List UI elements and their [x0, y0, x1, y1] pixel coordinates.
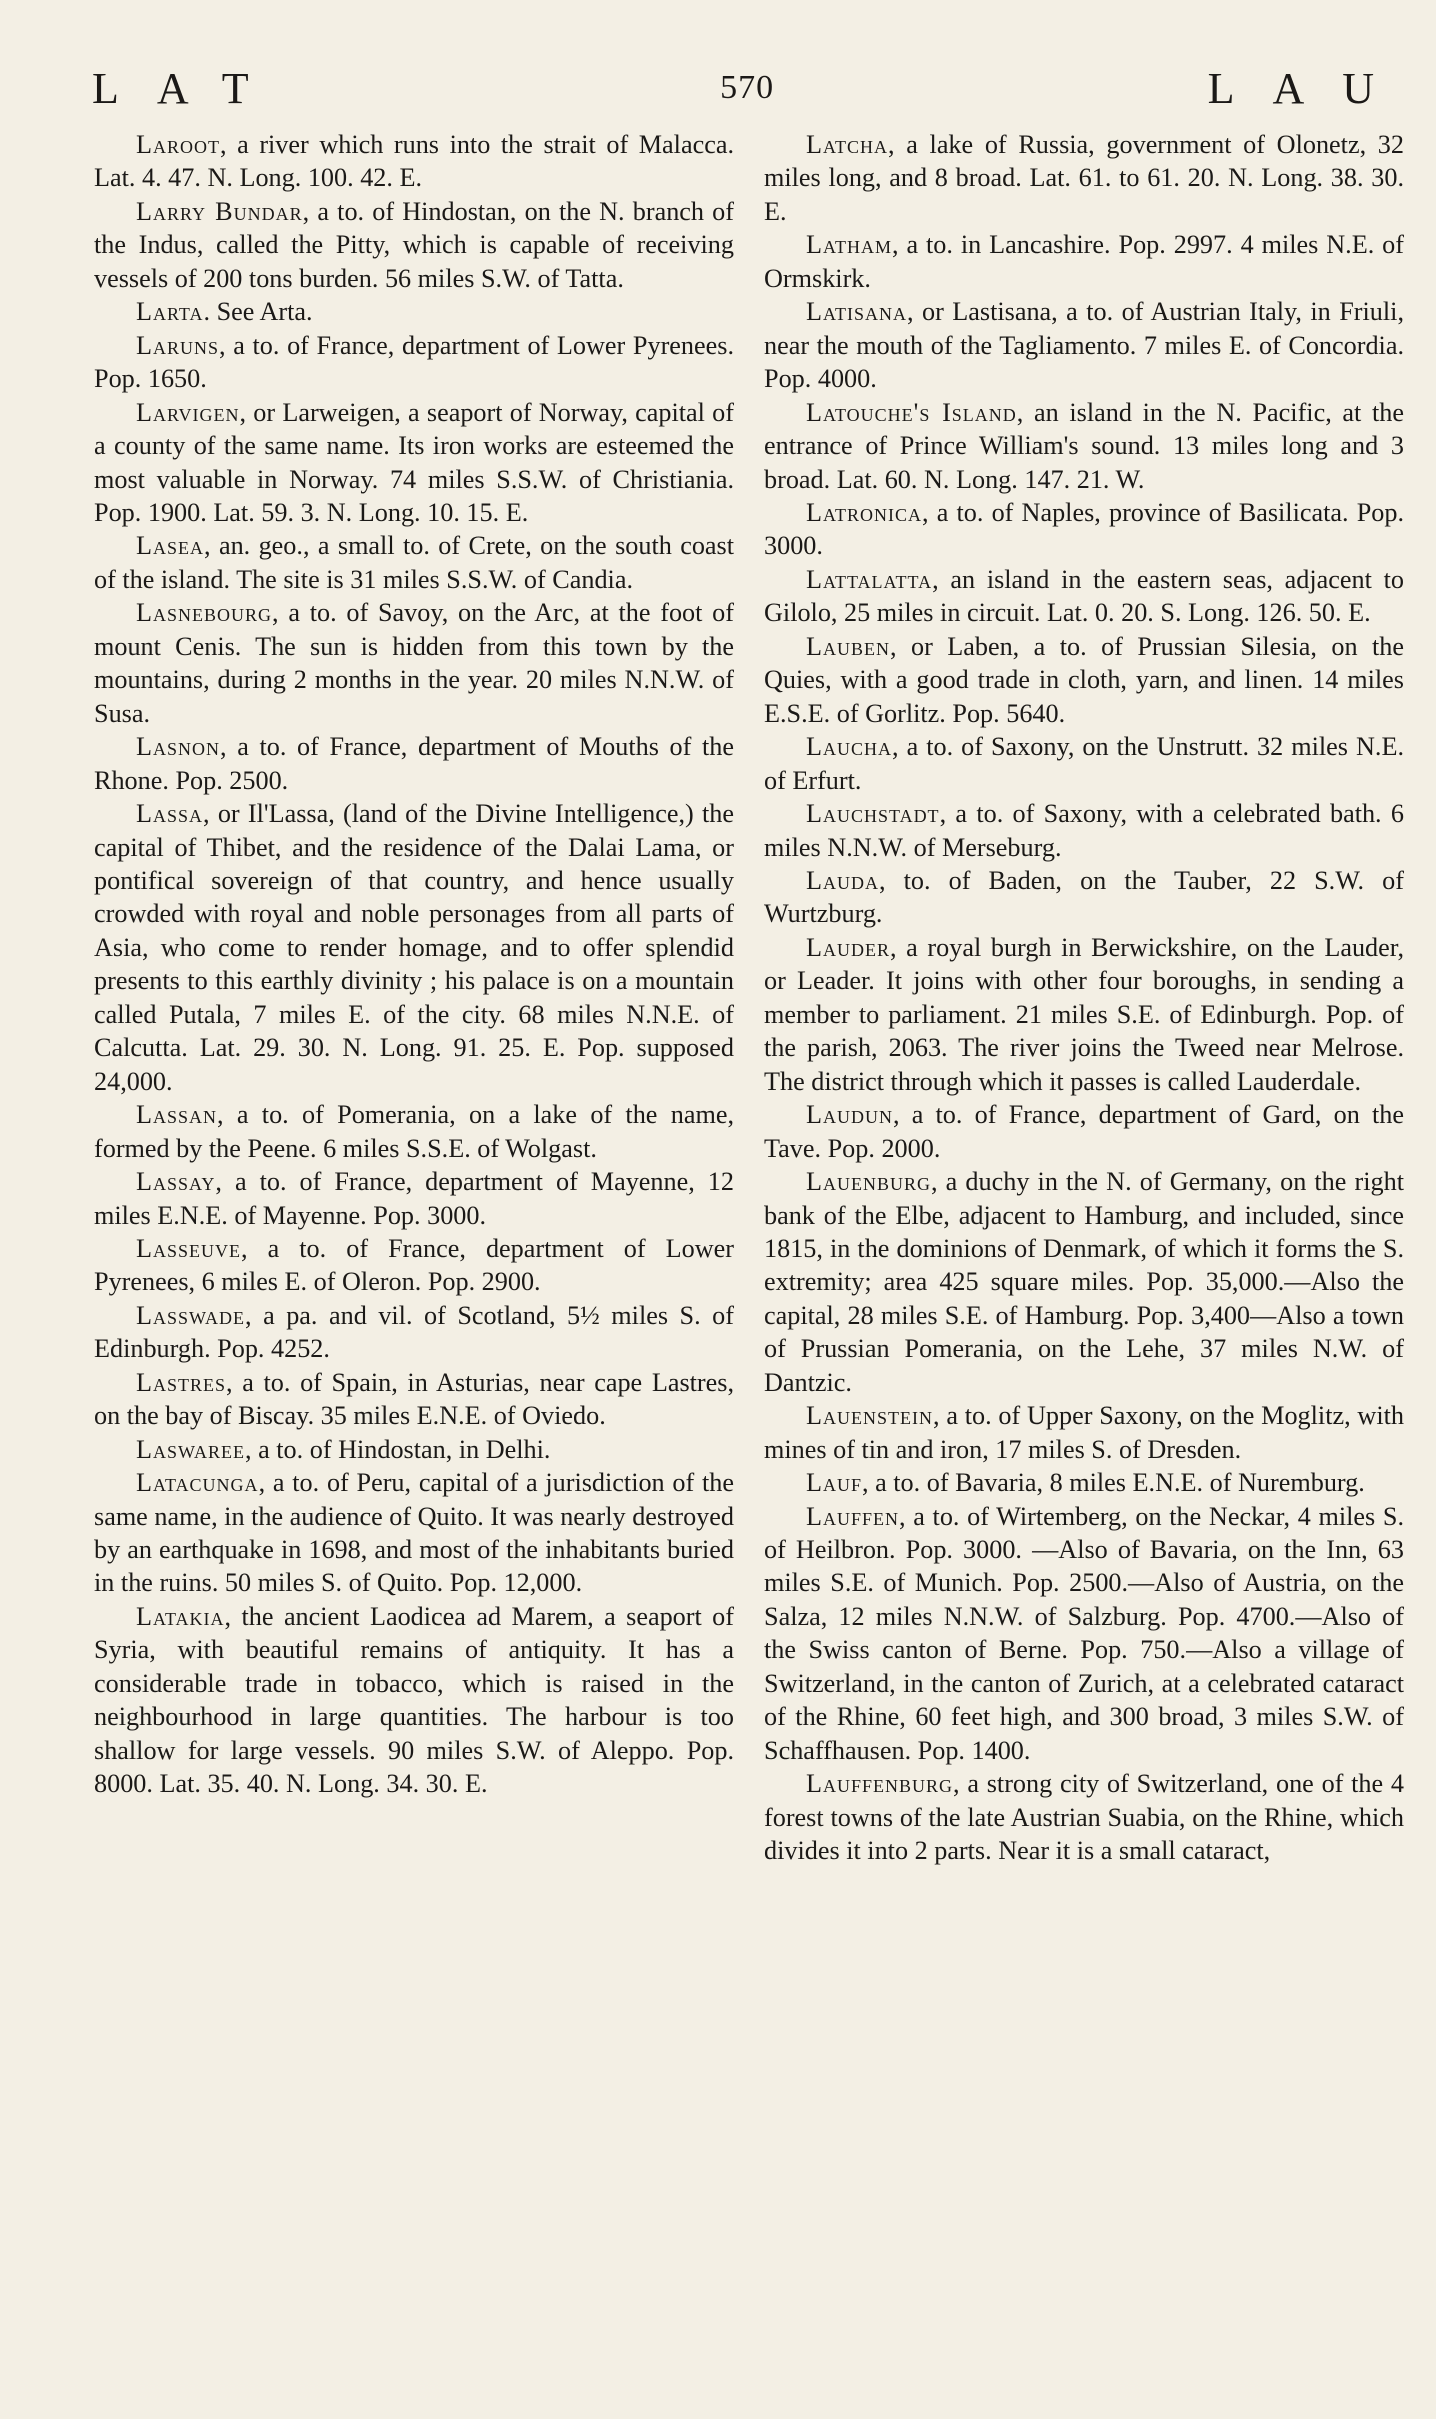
entry-text: , a to. of France, department of Lower Pyrenees, 6 miles E. of Oleron. Pop. 2900.: [94, 1233, 734, 1297]
entry-headword: Lassa: [136, 799, 204, 829]
left-column: [94, 128, 734, 1801]
entry-headword: Latcha: [806, 130, 888, 159]
gazetteer-entry: [94, 329, 734, 396]
entry-text: , a to. of Pomerania, on a lake of the name, formed by the Peene. 6 miles S.S.E. of Wolgast.: [94, 1100, 734, 1163]
entry-headword: Latham: [806, 230, 892, 260]
gazetteer-entry: [94, 1299, 734, 1366]
entry-headword: Lassay: [136, 1167, 216, 1197]
entry-headword: Latouche's Island: [806, 397, 1017, 427]
right-column: [764, 128, 1404, 1868]
entry-text: , a to. in Lancashire. Pop. 2997. 4 miles N.E. of Ormskirk.: [764, 230, 1404, 293]
gazetteer-entry: [94, 596, 734, 730]
page-header: [92, 62, 1412, 114]
entry-headword: Larta: [136, 297, 204, 327]
gazetteer-entry: [94, 797, 734, 1098]
gazetteer-entry: [764, 1098, 1404, 1165]
gazetteer-entry: [94, 1466, 734, 1600]
gazetteer-entry: [764, 630, 1404, 730]
entry-text: , a to. of Saxony, on the Unstrutt. 32 miles N.E. of Erfurt.: [764, 732, 1404, 795]
gazetteer-entry: [94, 195, 734, 295]
entry-text: , a duchy in the N. of Germany, on the right bank of the Elbe, adjacent to Hamburg, and included, since 1815, in the dominions of Denmark, of which it forms the S. extremity; area 425 square miles. Pop. 35,000.—Also the capital, 28 miles S.E. of Hamburg. Pop. 3,400—Also a town of Prussian Pomerania, on the Lehe, 37 miles N.W. of Dantzic.: [764, 1167, 1404, 1397]
page-number: 570: [720, 69, 775, 106]
gazetteer-entry: [764, 1466, 1404, 1499]
entry-headword: Lauffen: [806, 1501, 900, 1531]
entry-text: , a to. of Saxony, with a celebrated bath. 6 miles N.N.W. of Merseburg.: [764, 799, 1404, 862]
gazetteer-entry: [94, 529, 734, 596]
entry-headword: Lauchstadt: [806, 799, 940, 829]
entry-text: , a to. of Savoy, on the Arc, at the foot of mount Cenis. The sun is hidden from this town by the mountains, during 2 months in the year. 20 miles N.N.W. of Susa.: [94, 598, 734, 728]
entry-headword: Lauenstein: [806, 1401, 933, 1431]
entry-headword: Lauda: [806, 865, 879, 895]
gazetteer-entry: [94, 1098, 734, 1165]
entry-headword: Lauf: [806, 1468, 863, 1498]
entry-headword: Laudun: [806, 1100, 893, 1130]
gazetteer-entry: [764, 730, 1404, 797]
entry-text: , an. geo., a small to. of Crete, on the south coast of the island. The site is 31 miles S.S.W. of Candia.: [94, 531, 734, 594]
entry-text: , a to. of France, department of Lower Pyrenees. Pop. 1650.: [94, 330, 734, 394]
entry-text: , a to. of Hindostan, in Delhi.: [245, 1434, 551, 1464]
entry-text: , or Larweigen, a seaport of Norway, capital of a county of the same name. Its iron works are esteemed the most valuable in Norway. 74 miles S.S.W. of Christiania. Pop. 1900. Lat. 59. 3. N. Long. 10. 15. E.: [94, 397, 734, 527]
entry-text: , a pa. and vil. of Scotland, 5½ miles S. of Edinburgh. Pop. 4252.: [94, 1300, 734, 1364]
entry-text: , a to. of Upper Saxony, on the Moglitz, with mines of tin and iron, 17 miles S. of Dresden.: [764, 1401, 1404, 1464]
gazetteer-entry: [94, 730, 734, 797]
entry-text: , a to. of France, department of Mouths of the Rhone. Pop. 2500.: [94, 732, 734, 795]
entry-text: , an island in the N. Pacific, at the entrance of Prince William's sound. 13 miles long and 3 broad. Lat. 60. N. Long. 147. 21. W.: [764, 397, 1404, 494]
gazetteer-entry: [764, 228, 1404, 295]
header-right-word: LAU: [1207, 63, 1412, 113]
entry-text: , a lake of Russia, government of Olonetz, 32 miles long, and 8 broad. Lat. 61. to 61. 20. N. Long. 38. 30. E.: [764, 130, 1404, 226]
entry-headword: Lastres: [136, 1367, 227, 1397]
entry-headword: Larry Bundar: [136, 196, 303, 226]
entry-text: , a river which runs into the strait of Malacca. Lat. 4. 47. N. Long. 100. 42. E.: [94, 130, 734, 193]
entry-text: , a to. of Peru, capital of a jurisdiction of the same name, in the audience of Quito. It was nearly destroyed by an earthquake in 1698, and most of the inhabitants buried in the ruins. 50 miles S. of Quito. Pop. 12,000.: [94, 1468, 734, 1598]
gazetteer-entry: [94, 295, 734, 328]
gazetteer-entry: [764, 1500, 1404, 1768]
entry-headword: Larvigen: [136, 397, 240, 427]
gazetteer-entry: [94, 1232, 734, 1299]
gazetteer-entry: [764, 1399, 1404, 1466]
entry-headword: Lattalatta: [806, 564, 933, 594]
entry-headword: Latakia: [136, 1601, 225, 1631]
entry-text: , or Il'Lassa, (land of the Divine Intelligence,) the capital of Thibet, and the residence of the Dalai Lama, or pontifical sovereign of that country, and hence usually crowded with royal and noble personages from all parts of Asia, who come to render homage, and to offer splendid presents to this earthly divinity ; his palace is on a mountain called Putala, 7 miles E. of the city. 68 miles N.N.E. of Calcutta. Lat. 29. 30. N. Long. 91. 25. E. Pop. supposed 24,000.: [94, 799, 734, 1096]
entry-text: , a strong city of Switzerland, one of the 4 forest towns of the late Austrian Suabia, on the Rhine, which divides it into 2 parts. Near it is a small cataract,: [764, 1769, 1404, 1866]
entry-text: , a royal burgh in Berwickshire, on the Lauder, or Leader. It joins with other four boroughs, in sending a member to parliament. 21 miles S.E. of Edinburgh. Pop. of the parish, 2063. The river joins the Tweed near Melrose. The district through which it passes is called Lauderdale.: [764, 932, 1404, 1096]
gazetteer-entry: [94, 1165, 734, 1232]
entry-headword: Lauenburg: [806, 1167, 931, 1197]
entry-headword: Lasswade: [136, 1300, 246, 1330]
entry-text: , a to. of France, department of Mayenne, 12 miles E.N.E. of Mayenne. Pop. 3000.: [94, 1167, 734, 1230]
gazetteer-entry: [764, 128, 1404, 228]
gazetteer-entry: [764, 1165, 1404, 1399]
entry-headword: Lauben: [806, 631, 890, 661]
entry-headword: Laruns: [136, 330, 220, 360]
entry-headword: Latacunga: [136, 1468, 259, 1498]
entry-text: , a to. of Spain, in Asturias, near cape Lastres, on the bay of Biscay. 35 miles E.N.E. of Oviedo.: [94, 1367, 734, 1431]
entry-text: , a to. of Naples, province of Basilicata. Pop. 3000.: [764, 497, 1404, 561]
gazetteer-entry: [764, 1767, 1404, 1867]
entry-text: , an island in the eastern seas, adjacent to Gilolo, 25 miles in circuit. Lat. 0. 20. S. Long. 126. 50. E.: [764, 564, 1404, 628]
entry-headword: Latronica: [806, 497, 922, 527]
gazetteer-entry: [764, 396, 1404, 496]
entry-headword: Latisana: [806, 297, 907, 327]
header-left-word: LAT: [92, 63, 287, 113]
gazetteer-entry: [94, 1433, 734, 1466]
entry-text: . See Arta.: [203, 297, 313, 327]
gazetteer-entry: [94, 1600, 734, 1801]
gazetteer-entry: [764, 295, 1404, 395]
entry-text: , a to. of Wirtemberg, on the Neckar, 4 miles S. of Heilbron. Pop. 3000. —Also of Bavaria, on the Inn, 63 miles S.E. of Munich. Pop. 2500.—Also of Austria, on the Salza, 12 miles N.N.W. of Salzburg. Pop. 4700.—Also of the Swiss canton of Berne. Pop. 750.—Also a village of Switzerland, in the canton of Zurich, at a celebrated cataract of the Rhine, 60 feet high, and 300 broad, 3 miles S.W. of Schaffhausen. Pop. 1400.: [764, 1501, 1404, 1765]
entry-headword: Lasea: [136, 531, 205, 561]
gazetteer-entry: [94, 128, 734, 195]
entry-text: , a to. of France, department of Gard, on the Tave. Pop. 2000.: [764, 1100, 1404, 1163]
entry-headword: Laswaree: [136, 1434, 245, 1464]
entry-text: , to. of Baden, on the Tauber, 22 S.W. of Wurtzburg.: [764, 865, 1404, 929]
gazetteer-entry: [94, 396, 734, 530]
gazetteer-entry: [94, 1366, 734, 1433]
entry-headword: Laroot: [136, 130, 220, 159]
entry-headword: Lasnon: [136, 732, 221, 762]
entry-text: , or Laben, a to. of Prussian Silesia, on the Quies, with a good trade in cloth, yarn, and linen. 14 miles E.S.E. of Gorlitz. Pop. 5640.: [764, 631, 1404, 728]
gazetteer-entry: [764, 931, 1404, 1098]
entry-text: , a to. of Hindostan, on the N. branch of the Indus, called the Pitty, which is capable of receiving vessels of 200 tons burden. 56 miles S.W. of Tatta.: [94, 196, 734, 293]
gazetteer-entry: [764, 563, 1404, 630]
entry-text: , the ancient Laodicea ad Marem, a seaport of Syria, with beautiful remains of antiquity. It has a considerable trade in tobacco, which is raised in the neighbourhood in large quantities. The harbour is too shallow for large vessels. 90 miles S.W. of Aleppo. Pop. 8000. Lat. 35. 40. N. Long. 34. 30. E.: [94, 1601, 734, 1799]
entry-headword: Lasnebourg: [136, 598, 273, 628]
entry-headword: Lasseuve: [136, 1233, 242, 1263]
entry-text: , or Lastisana, a to. of Austrian Italy, in Friuli, near the mouth of the Tagliamento. 7 miles E. of Concordia. Pop. 4000.: [764, 297, 1404, 394]
entry-headword: Lauder: [806, 932, 890, 962]
gazetteer-entry: [764, 496, 1404, 563]
entry-headword: Laucha: [806, 732, 892, 762]
entry-text: , a to. of Bavaria, 8 miles E.N.E. of Nuremburg.: [862, 1468, 1365, 1498]
entry-headword: Lassan: [136, 1100, 218, 1130]
gazetteer-entry: [764, 797, 1404, 864]
gazetteer-entry: [764, 864, 1404, 931]
entry-headword: Lauffenburg: [806, 1769, 954, 1799]
